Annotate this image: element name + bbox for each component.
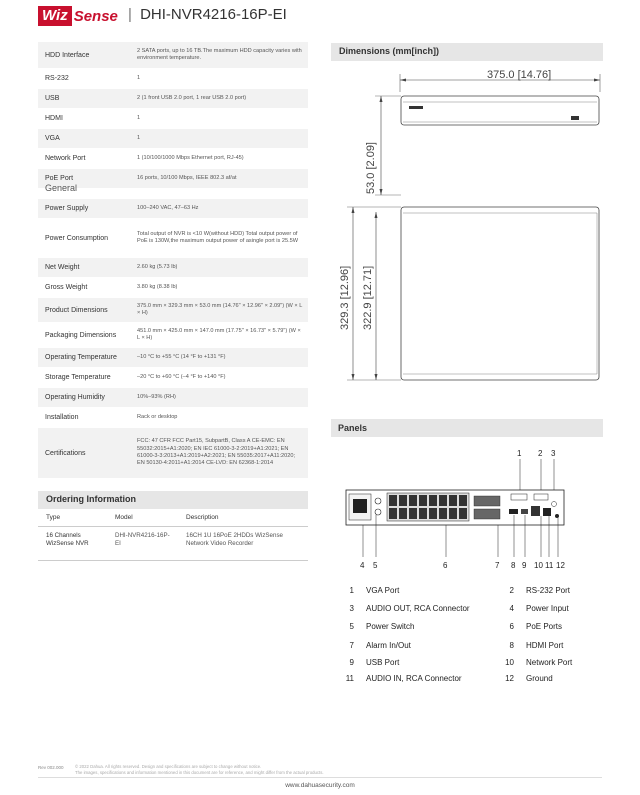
legend-label: Power Switch xyxy=(366,622,415,631)
spec-value: –20 °C to +60 °C (–4 °F to +140 °F) xyxy=(137,373,226,380)
callout-2: 2 xyxy=(538,449,543,458)
spec-value: 1 xyxy=(137,74,141,81)
legend-item xyxy=(500,658,572,667)
legend-number: 11 xyxy=(345,674,354,683)
spec-value: 1 (10/100/1000 Mbps Ethernet port, RJ-45) xyxy=(137,154,244,161)
legend-number: 3 xyxy=(349,604,354,613)
spec-row xyxy=(38,69,308,89)
footer-disclaimer: The images, specifications and information mentioned in this document are for reference, and might differ from the actual products. xyxy=(75,770,324,775)
rear-panel-diagram xyxy=(331,440,603,575)
width-dimension-label: 375.0 [14.76] xyxy=(487,69,552,81)
logo-wiz: Wiz xyxy=(38,6,72,26)
spec-table xyxy=(38,42,308,189)
legend-label: USB Port xyxy=(366,658,400,667)
order-desc-value: 16CH 1U 16PoE 2HDDs WizSense Network Video Recorder xyxy=(186,532,283,547)
spec-value: 451.0 mm × 425.0 mm × 147.0 mm (17.75" × 16.73" × 5.79") (W × L × H) xyxy=(137,327,301,341)
panels-section-header xyxy=(331,419,603,437)
spec-row xyxy=(38,149,308,169)
spec-key: Operating Temperature xyxy=(45,354,117,361)
legend-number: 7 xyxy=(349,641,354,650)
spec-row xyxy=(38,323,308,348)
spec-value: 2 (1 front USB 2.0 port, 1 rear USB 2.0 port) xyxy=(137,94,247,101)
spec-value: Rack or desktop xyxy=(137,413,178,420)
panels-title: Panels xyxy=(338,423,368,433)
spec-value: 1 xyxy=(137,114,141,121)
spec-value: –10 °C to +55 °C (14 °F to +131 °F) xyxy=(137,353,226,360)
legend-number: 5 xyxy=(349,622,354,631)
legend-label: HDMI Port xyxy=(526,641,564,650)
spec-key: HDD Interface xyxy=(45,51,90,59)
footer-divider xyxy=(38,777,602,778)
spec-key: Storage Temperature xyxy=(45,374,111,381)
legend-number: 8 xyxy=(509,641,514,650)
spec-value: FCC: 47 CFR FCC Part15, SubpartB, Class A CE-EMC: EN 55032:2015+A1:2020; EN IEC 61000-3-2:2019+A1:2021; EN 61000-3-3:2013+A1:2019+A2:2021; EN 55035:2017+A11:2020; EN 50130-4:2011+A1:2014 CE-LVD: EN 62368-1:2014 xyxy=(137,438,296,467)
spec-row xyxy=(38,428,308,479)
spec-key: Installation xyxy=(45,414,79,421)
spec-key: Certifications xyxy=(45,449,86,457)
legend-label: AUDIO OUT, RCA Connector xyxy=(366,604,470,613)
spec-value: 10%–93% (RH) xyxy=(137,393,176,400)
spec-row xyxy=(38,42,308,69)
order-bottom-divider xyxy=(38,560,308,561)
spec-key: Power Supply xyxy=(45,205,89,212)
spec-row xyxy=(38,109,308,129)
poe-port-block xyxy=(387,493,469,521)
spec-key: HDMI xyxy=(45,115,63,122)
spec-value: 16 ports, 10/100 Mbps, IEEE 802.3 af/at xyxy=(137,174,237,181)
dimensions-section-header xyxy=(331,43,603,61)
spec-row xyxy=(38,199,308,219)
legend-number: 2 xyxy=(509,586,514,595)
legend-label: RS-232 Port xyxy=(526,586,571,595)
wizsense-logo xyxy=(38,6,118,26)
spec-top-group xyxy=(38,42,308,189)
spec-row xyxy=(38,278,308,298)
legend-label: AUDIO IN, RCA Connector xyxy=(366,674,462,683)
spec-value: 2 SATA ports, up to 16 TB.The maximum HDD capacity varies with environment temperature. xyxy=(137,47,302,61)
dimensions-title: Dimensions (mm[inch]) xyxy=(339,46,440,56)
spec-row xyxy=(38,368,308,388)
spec-key: Power Consumption xyxy=(45,234,109,242)
legend-label: PoE Ports xyxy=(526,622,563,631)
dimension-drawing xyxy=(331,62,603,412)
legend-item xyxy=(500,674,553,683)
length-outer-label: 329.3 [12.96] xyxy=(339,265,351,330)
legend-label: VGA Port xyxy=(366,586,400,595)
spec-row xyxy=(38,348,308,368)
spec-row xyxy=(38,219,308,258)
spec-value: 2.60 kg (5.73 lb) xyxy=(137,263,178,270)
spec-row xyxy=(38,169,308,189)
callout-9: 9 xyxy=(522,561,527,570)
spec-key: USB xyxy=(45,95,60,102)
footer-legal xyxy=(75,764,375,776)
footer-revision: Rev 002.000 xyxy=(38,765,64,770)
ordering-title: Ordering Information xyxy=(46,494,136,504)
legend-label: Ground xyxy=(526,674,553,683)
callout-1: 1 xyxy=(517,449,522,458)
order-type-value: 16 Channels WizSense NVR xyxy=(46,532,89,547)
spec-value: Total output of NVR is <10 W(without HDD) Total output power of PoE is 130W,the maximum output power of asingle port is 25.5W xyxy=(137,230,299,244)
callout-5: 5 xyxy=(373,561,378,570)
page-title xyxy=(128,6,287,23)
callout-10: 10 xyxy=(534,561,543,570)
spec-key: Operating Humidity xyxy=(45,394,105,401)
callout-6: 6 xyxy=(443,561,448,570)
legend-number: 6 xyxy=(509,622,514,631)
spec-key: PoE Port xyxy=(45,175,74,182)
title-separator: | xyxy=(128,6,132,23)
callout-11: 11 xyxy=(545,561,554,570)
spec-value: 375.0 mm × 329.3 mm × 53.0 mm (14.76" × 12.96" × 2.09") (W × L × H) xyxy=(137,302,303,316)
length-inner-label: 322.9 [12.71] xyxy=(362,265,374,330)
order-col-model: Model xyxy=(115,514,133,521)
spec-value: 100–240 VAC, 47–63 Hz xyxy=(137,204,199,211)
spec-key: Net Weight xyxy=(45,264,80,271)
legend-number: 4 xyxy=(509,604,514,613)
spec-value: 3.80 kg (8.38 lb) xyxy=(137,283,178,290)
spec-row xyxy=(38,89,308,109)
ordering-section-header xyxy=(38,491,308,509)
callout-7: 7 xyxy=(495,561,500,570)
legend-label: Power Input xyxy=(526,604,569,613)
legend-item xyxy=(340,604,470,613)
spec-row xyxy=(38,408,308,428)
legend-number: 10 xyxy=(505,658,514,667)
callout-3: 3 xyxy=(551,449,556,458)
legend-number: 1 xyxy=(349,586,354,595)
legend-item xyxy=(500,641,563,650)
spec-general-group xyxy=(38,199,308,479)
spec-value: 1 xyxy=(137,134,141,141)
legend-item xyxy=(340,586,399,595)
order-col-desc: Description xyxy=(186,514,219,521)
legend-item xyxy=(340,658,399,667)
legend-label: Network Port xyxy=(526,658,573,667)
legend-label: Alarm In/Out xyxy=(366,641,411,650)
spec-table-general xyxy=(38,199,308,479)
callout-4: 4 xyxy=(360,561,365,570)
spec-key: Packaging Dimensions xyxy=(45,331,117,339)
spec-row xyxy=(38,258,308,278)
order-divider xyxy=(38,526,308,527)
top-view xyxy=(401,207,599,380)
spec-row xyxy=(38,388,308,408)
page-header xyxy=(0,0,640,34)
order-col-type: Type xyxy=(46,514,61,521)
spec-key: Product Dimensions xyxy=(45,306,108,314)
legend-item xyxy=(340,641,411,650)
legend-item xyxy=(500,604,569,613)
legend-item xyxy=(500,622,562,631)
legend-item xyxy=(340,622,414,631)
footer-url[interactable]: www.dahuasecurity.com xyxy=(285,782,355,789)
spec-key: Network Port xyxy=(45,155,86,162)
callout-8: 8 xyxy=(511,561,516,570)
spec-key: RS-232 xyxy=(45,75,69,82)
spec-row xyxy=(38,129,308,149)
spec-row xyxy=(38,298,308,323)
section-general-title: General xyxy=(45,183,78,193)
callout-12: 12 xyxy=(556,561,565,570)
spec-key: VGA xyxy=(45,135,60,142)
front-view xyxy=(401,96,599,125)
legend-number: 9 xyxy=(349,658,354,667)
model-number: DHI-NVR4216-16P-EI xyxy=(140,6,287,23)
height-dimension-label: 53.0 [2.09] xyxy=(365,142,377,194)
order-model-value: DHI-NVR4216-16P-EI xyxy=(115,532,170,547)
legend-number: 12 xyxy=(505,674,514,683)
spec-key: Gross Weight xyxy=(45,284,88,291)
legend-item xyxy=(500,586,570,595)
logo-sense: Sense xyxy=(73,7,118,25)
legend-item xyxy=(340,674,462,683)
footer-copyright: © 2022 Dahua. All rights reserved. Design and specifications are subject to change without notice. xyxy=(75,764,262,769)
